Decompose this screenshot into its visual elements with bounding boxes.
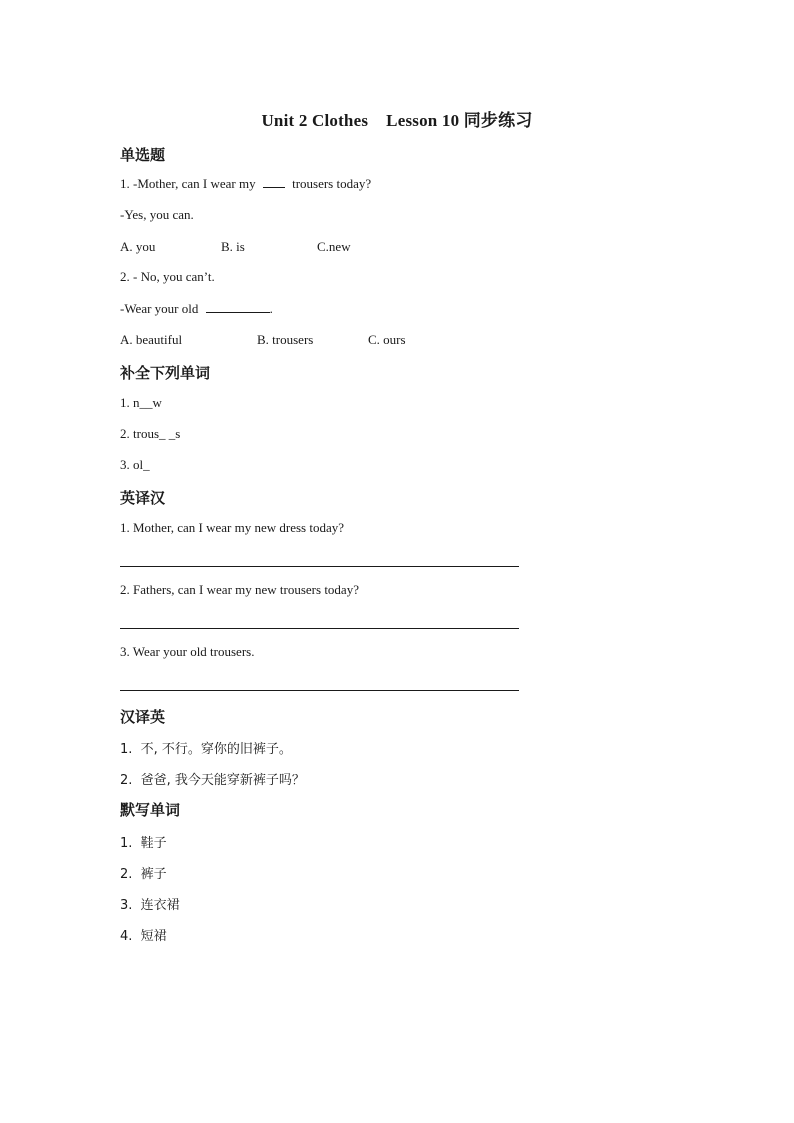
title-lesson: Lesson 10 同步练习: [386, 111, 533, 130]
complete-word-1: 1. n__w: [120, 395, 162, 410]
question-2-after: .: [269, 301, 273, 316]
question-1-answer: -Yes, you can.: [120, 207, 194, 222]
zh-item-2: 2. 爸爸, 我今天能穿新裤子吗？: [120, 773, 305, 788]
complete-word-3: 3. ol_: [120, 457, 150, 472]
answer-line-1: [120, 566, 519, 567]
question-1-before: 1. -Mother, can I wear my: [120, 176, 259, 191]
q2-option-b: B. trousers: [257, 332, 314, 347]
page-title: [0, 106, 794, 131]
zh-item-1: 1. 不, 不行。穿你的旧裤子。: [120, 742, 292, 757]
translate-item-3: 3. Wear your old trousers.: [120, 644, 255, 659]
q2-option-a: A. beautiful: [120, 332, 183, 347]
q1-option-a: A. you: [120, 239, 156, 254]
translate-item-2: 2. Fathers, can I wear my new trousers today?: [120, 582, 359, 597]
dictation-item-1: 1. 鞋子: [120, 836, 167, 851]
heading-complete-words: 补全下列单词: [120, 364, 211, 382]
heading-zh-to-en: 汉译英: [120, 708, 166, 726]
question-1-after: trousers today?: [288, 176, 372, 191]
heading-single-choice: 单选题: [120, 146, 166, 164]
answer-blank: [206, 302, 270, 313]
question-1: [120, 176, 371, 192]
dictation-item-3: 3. 连衣裙: [120, 898, 180, 913]
answer-line-2: [120, 628, 519, 629]
question-2-before: -Wear your old: [120, 301, 202, 316]
q1-option-c: C.new: [317, 239, 351, 254]
answer-line-3: [120, 690, 519, 691]
question-2-line: [120, 301, 273, 317]
q2-option-c: C. ours: [368, 332, 406, 347]
dictation-item-2: 2. 裤子: [120, 867, 167, 882]
answer-blank: [263, 177, 285, 188]
complete-word-2: 2. trous_ _s: [120, 426, 181, 441]
heading-en-to-zh: 英译汉: [120, 489, 166, 507]
heading-dictation: 默写单词: [120, 801, 181, 819]
translate-item-1: 1. Mother, can I wear my new dress today?: [120, 520, 345, 535]
dictation-item-4: 4. 短裙: [120, 929, 167, 944]
question-2: 2. - No, you can’t.: [120, 269, 215, 284]
title-unit: Unit 2 Clothes: [261, 111, 369, 130]
q1-option-b: B. is: [221, 239, 245, 254]
